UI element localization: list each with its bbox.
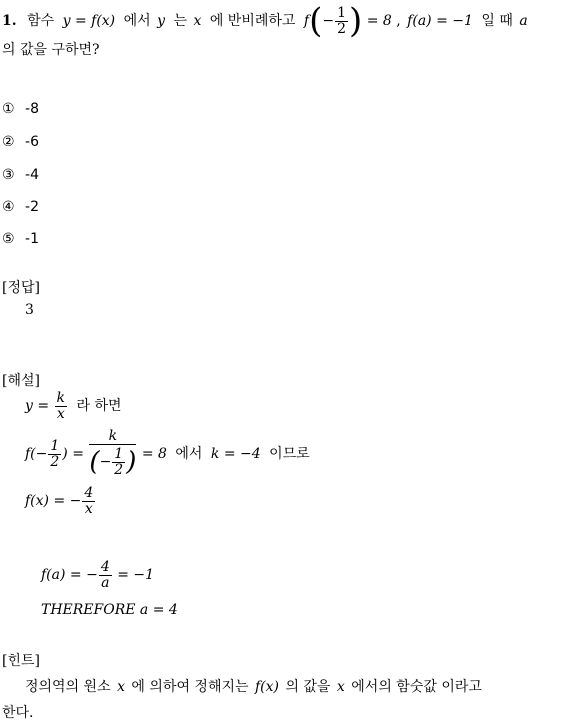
- option-5[interactable]: [2, 231, 39, 247]
- question-line-2: 의 값을 구하면?: [2, 42, 100, 58]
- fraction-half: $\frac{1}{2}$: [337, 4, 346, 37]
- explanation-line-4: [41, 557, 154, 593]
- explanation-line-2: [25, 424, 310, 484]
- math-fx-eq: f(x) = −: [25, 493, 82, 509]
- math-fa-eq: f(a) = −: [41, 567, 98, 583]
- option-value: -1: [25, 231, 39, 247]
- fraction-k-over-neg-half: k (− $\frac{1}{2}$ ): [89, 428, 137, 478]
- explanation-text: 라 하면: [76, 398, 122, 414]
- option-value: -6: [25, 134, 39, 150]
- math-fx: f(x): [254, 679, 279, 695]
- math-k-eq: k = −4: [210, 446, 261, 462]
- question-number: 1.: [2, 13, 17, 29]
- math-f-neg: f(−: [25, 446, 48, 462]
- right-paren: ): [349, 1, 363, 41]
- question-text-4: 에 반비례하고: [209, 13, 296, 29]
- left-paren: (: [309, 1, 323, 41]
- fraction-k-over-x: $\frac{k}{x}$: [56, 389, 66, 422]
- option-value: -2: [25, 199, 39, 215]
- option-4[interactable]: [2, 199, 39, 215]
- question-line-1: 1. 함수 y = f(x) 에서 y 는 x 에 반비례하고 f(− $\frac{1}{2}$ ) = 8 , f(a) = −1 일 때 a: [2, 1, 528, 41]
- math-eq-8: = 8: [141, 446, 167, 462]
- option-marker: ③: [2, 167, 15, 183]
- explanation-text: 이므로: [269, 446, 310, 462]
- hint-line-2: 한다.: [2, 705, 34, 721]
- answer-value: 3: [25, 302, 34, 318]
- question-text-2: 에서: [123, 13, 151, 29]
- option-value: -8: [25, 101, 39, 117]
- question-text-6: 일 때: [481, 13, 513, 29]
- math-f: f: [303, 13, 310, 29]
- math-eq-8: = 8: [366, 13, 392, 29]
- fraction-half-2: $\frac{1}{2}$: [50, 437, 60, 470]
- math-x: x: [117, 679, 125, 695]
- math-eq-neg1: = −1: [117, 567, 155, 583]
- fraction-4-over-a: $\frac{4}{a}$: [100, 558, 110, 591]
- math-x: x: [336, 679, 345, 695]
- explanation-heading: [해설]: [2, 373, 40, 389]
- question-text-1: 함수: [27, 13, 55, 29]
- option-marker: ②: [2, 134, 15, 150]
- hint-heading: [힌트]: [2, 653, 40, 669]
- hint-text: 정의역의 원소: [25, 679, 111, 695]
- math-y-fx: y = f(x): [62, 13, 116, 29]
- hint-text: 에서의 함숫값 이라고: [351, 679, 482, 695]
- explanation-conclusion: THEREFORE a = 4: [41, 602, 178, 618]
- math-close-eq: ) =: [62, 446, 84, 462]
- math-a: a: [519, 13, 528, 29]
- right-paren: ): [126, 447, 137, 477]
- option-3[interactable]: [2, 167, 39, 183]
- question-text-3: 는: [173, 13, 188, 29]
- math-y-eq: y =: [25, 398, 50, 414]
- option-marker: ④: [2, 199, 15, 215]
- explanation-line-3: [25, 483, 96, 519]
- option-marker: ⑤: [2, 231, 15, 247]
- math-x: x: [193, 13, 202, 29]
- explanation-text: 에서: [175, 446, 203, 462]
- fraction-half-3: $\frac{1}{2}$: [114, 445, 124, 478]
- hint-text: 에 의하여 정해지는: [131, 679, 249, 695]
- option-marker: ①: [2, 101, 15, 117]
- left-paren: (: [89, 447, 100, 477]
- hint-text: 의 값을: [285, 679, 331, 695]
- option-2[interactable]: [2, 134, 39, 150]
- option-value: -4: [25, 167, 39, 183]
- math-fa: f(a) = −1: [407, 13, 473, 29]
- answer-heading: [정답]: [2, 280, 40, 296]
- option-1[interactable]: [2, 101, 39, 117]
- hint-line-1: [25, 676, 482, 696]
- math-y: y: [157, 13, 166, 29]
- comma: ,: [396, 13, 401, 29]
- explanation-line-1: [25, 388, 122, 424]
- fraction-4-over-x: $\frac{4}{x}$: [84, 484, 94, 517]
